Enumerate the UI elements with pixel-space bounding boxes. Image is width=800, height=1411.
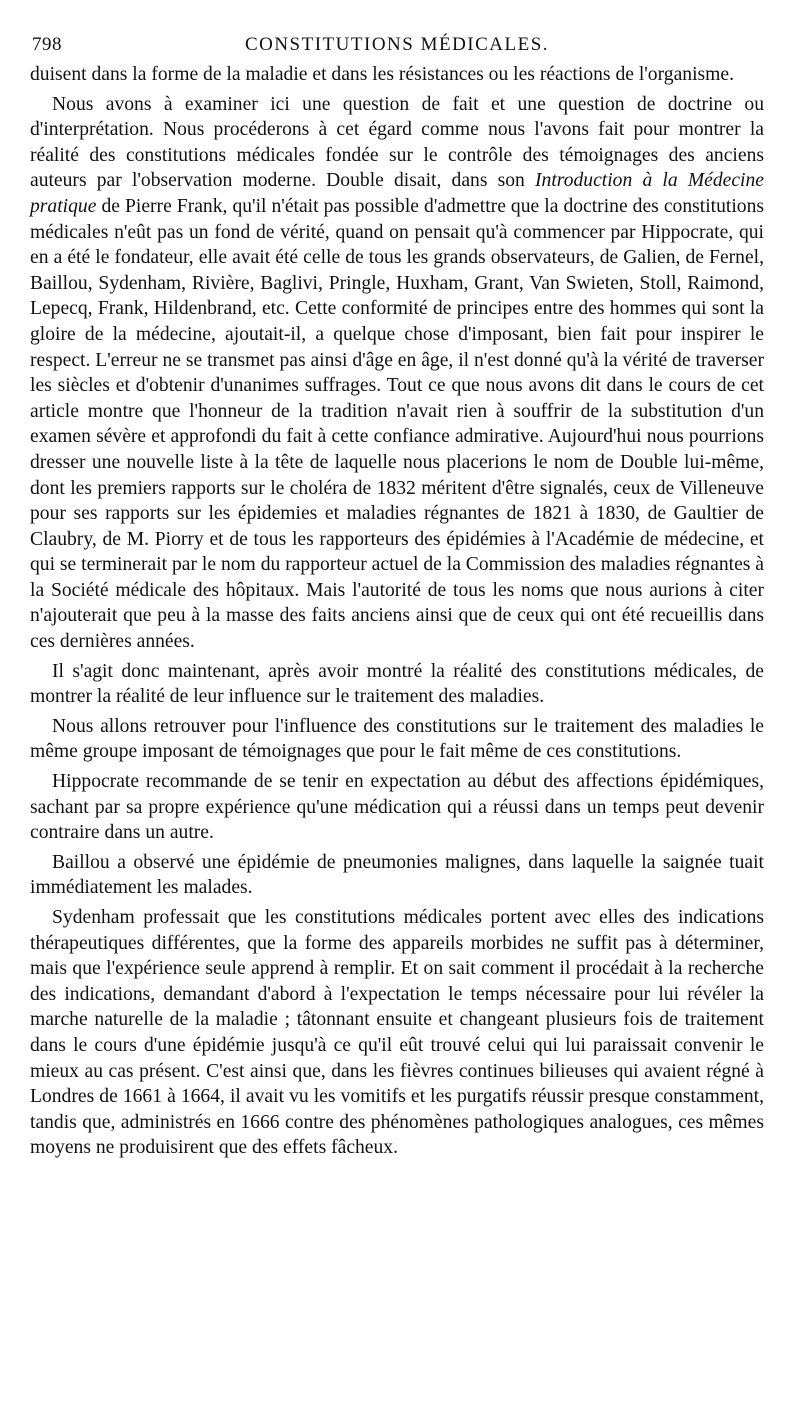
paragraph-continuation: duisent dans la forme de la maladie et dans les résistances ou les réactions de l'organisme. [30,64,734,85]
paragraph-text: Nous avons à examiner ici une question de fait et une question de doctrine ou d'interprétation. Nous procéderons à cet égard comme nous l'avons fait pour montrer la réalité des constitutions médicales fondée sur le contrôle des témoignages des anciens auteurs par l'observation moderne. Double disait, dans son [30,93,764,192]
paragraph-temoignages: Nous allons retrouver pour l'influence des constitutions sur le traitement des maladies le même groupe imposant de témoignages que pour le fait même de ces constitutions. [30,715,764,763]
paragraph-question-doctrine [30,92,764,655]
book-title-italic: Introduction à la Médecine pratique [30,170,764,217]
book-page [30,28,764,1161]
page-number: 798 [32,34,62,55]
paragraph-sydenham: Sydenham professait que les constitutions médicales portent avec elles des indications thérapeutiques différentes, que la forme des appareils morbides ne suffit pas à déterminer, mais que l'expérience seule apprend à remplir. Et on sait comment il procédait à la recherche des indications, demandant d'abord à l'expectation le temps nécessaire pour lui révéler la marche naturelle de la maladie ; tâtonnant ensuite et changeant plusieurs fois de traitement dans le cours d'une épidémie jusqu'à ce qu'il eût trouvé celui qui lui paraissait convenir le mieux au cas présent. C'est ainsi que, dans les fièvres continues bilieuses qui avaient régné à Londres de 1661 à 1664, il avait vu les vomitifs et les purgatifs réussir presque constamment, tandis que, administrés en 1666 contre des phénomènes pathologiques analogues, ces mêmes moyens ne produisirent que des effets fâcheux. [30,907,764,1159]
paragraph-influence: Il s'agit donc maintenant, après avoir montré la réalité des constitutions médicales, de montrer la réalité de leur influence sur le traitement des maladies. [30,660,764,708]
running-title: CONSTITUTIONS MÉDICALES. [244,34,550,55]
body-text [30,62,764,1161]
paragraph-hippocrate: Hippocrate recommande de se tenir en expectation au début des affections épidémiques, sachant par sa propre expérience qu'une médication qui a réussi dans un temps peut devenir contraire dans un autre. [30,771,764,844]
page-header [30,28,764,62]
paragraph-baillou: Baillou a observé une épidémie de pneumonies malignes, dans laquelle la saignée tuait immédiatement les malades. [30,851,764,899]
paragraph-text: de Pierre Frank, qu'il n'était pas possible d'admettre que la doctrine des constitutions médicales n'eût pas un fond de vérité, quand on pensait qu'à commencer par Hippocrate, qui en a été le fondateur, elle avait été celle de tous les grands observateurs, de Galien, de Fernel, Baillou, Sydenham, Rivière, Baglivi, Pringle, Huxham, Grant, Van Swieten, Stoll, Raimond, Lepecq, Frank, Hildenbrand, etc. Cette conformité de principes entre des hommes qui sont la gloire de la médecine, ajoutait-il, a quelque chose d'imposant, bien fait pour inspirer le respect. L'erreur ne se transmet pas ainsi d'âge en âge, il n'est donné qu'à la vérité de traverser les siècles et d'obtenir d'unanimes suffrages. Tout ce que nous avons dit dans le cours de cet article montre que l'honneur de la tradition n'avait rien à souffrir de la substitution d'un examen sévère et approfondi du fait à cette confiance admirative. Aujourd'hui nous pourrions dresser une nouvelle liste à la tête de laquelle nous placerions le nom de Double lui-même, dont les premiers rapports sur le choléra de 1832 méritent d'être signalés, ceux de Villeneuve pour ses rapports sur les épidemies et maladies régnantes de 1821 à 1830, de Gaultier de Claubry, de M. Piorry et de tous les rapporteurs des épidémies à l'Académie de médecine, et qui se terminerait par le nom du rapporteur actuel de la Commission des maladies régnantes à la Société médicale des hôpitaux. Mais l'autorité de tous les noms que nous aurions à citer n'ajouterait que peu à la masse des faits anciens ainsi que de ceux qui ont été recueillis dans ces dernières années. [30,195,764,653]
